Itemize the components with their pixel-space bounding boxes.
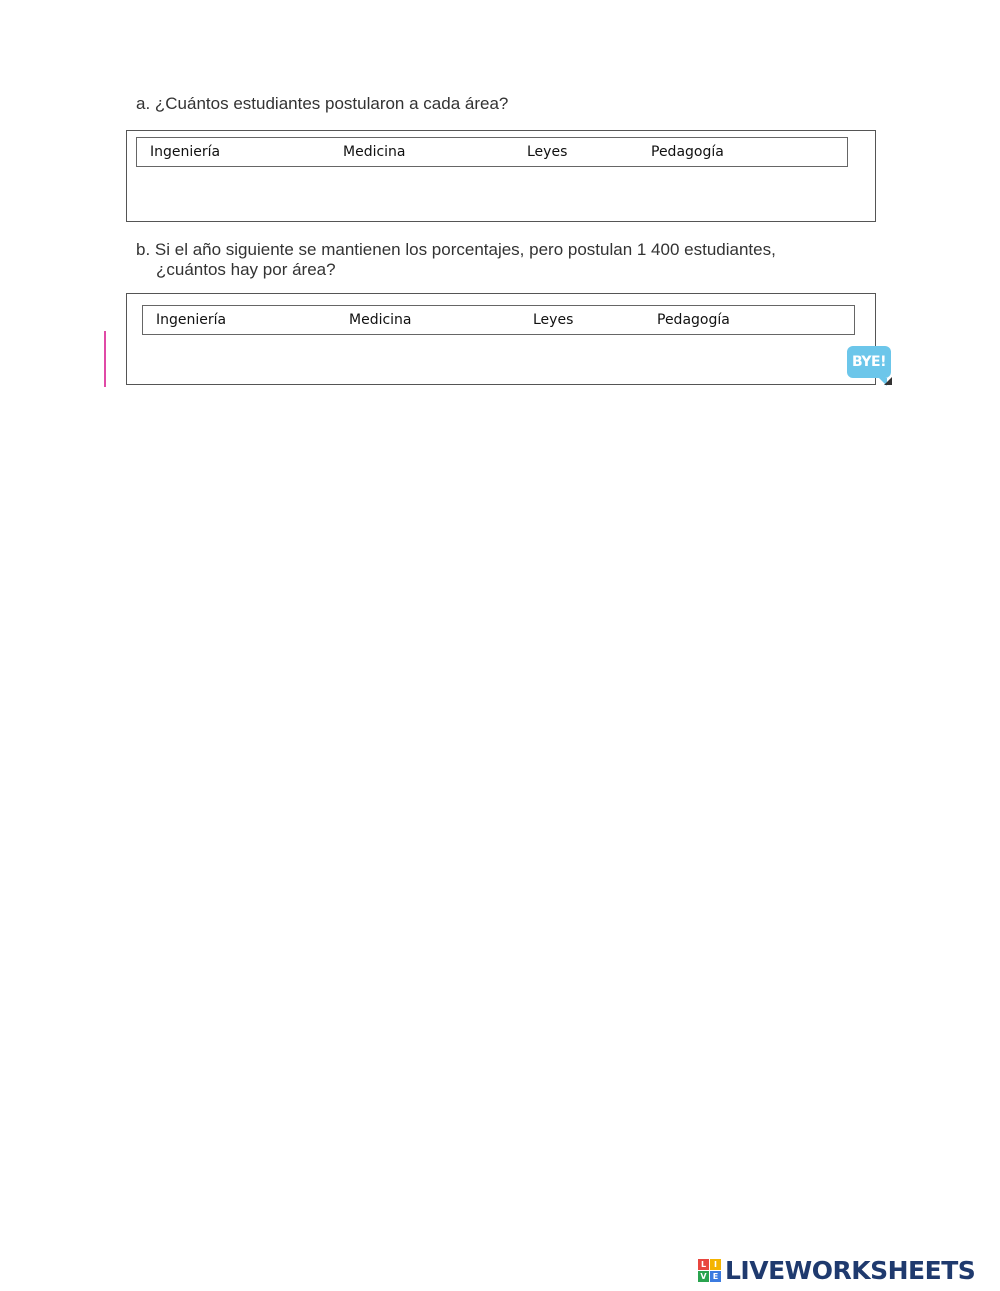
question-b-line2: ¿cuántos hay por área? — [156, 260, 336, 279]
question-b — [136, 240, 876, 280]
question-b-line1: b. Si el año siguiente se mantienen los porcentajes, pero postulan 1 400 estudiantes, — [136, 240, 776, 259]
header-leyes: Leyes — [527, 144, 568, 160]
header-pedagogia: Pedagogía — [657, 312, 730, 328]
brand-text: LIVEWORKSHEETS — [725, 1255, 976, 1285]
header-pedagogia: Pedagogía — [651, 144, 724, 160]
side-mark — [104, 331, 106, 387]
logo-tile: E — [710, 1271, 721, 1282]
logo-tile: L — [698, 1259, 709, 1270]
liveworksheets-logo — [698, 1256, 975, 1284]
bye-button[interactable]: BYE! — [847, 346, 891, 378]
logo-tile: I — [710, 1259, 721, 1270]
logo-tile: V — [698, 1271, 709, 1282]
table-header-a — [136, 137, 848, 167]
header-medicina: Medicina — [349, 312, 412, 328]
answer-box-a[interactable] — [126, 130, 876, 222]
table-header-b — [142, 305, 855, 335]
answer-box-b[interactable] — [126, 293, 876, 385]
header-leyes: Leyes — [533, 312, 574, 328]
header-medicina: Medicina — [343, 144, 406, 160]
header-ingenieria: Ingeniería — [150, 144, 221, 160]
logo-icon — [698, 1259, 721, 1282]
resize-handle-icon[interactable] — [884, 377, 892, 385]
header-ingenieria: Ingeniería — [156, 312, 227, 328]
question-a: a. ¿Cuántos estudiantes postularon a cada área? — [136, 94, 509, 113]
